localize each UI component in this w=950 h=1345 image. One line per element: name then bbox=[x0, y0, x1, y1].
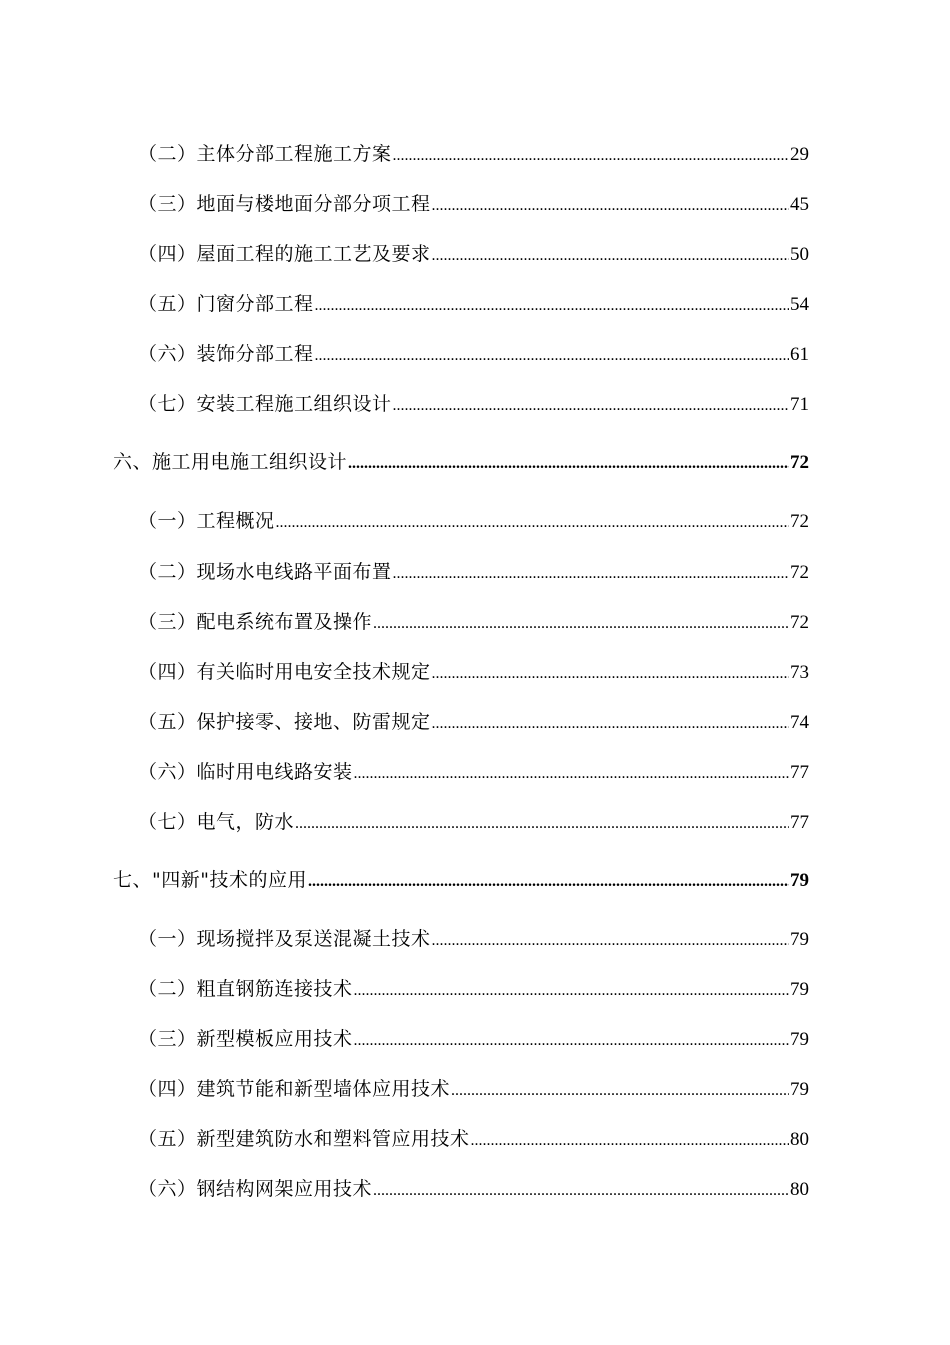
toc-entry-title: （五）保护接零、接地、防雷规定 bbox=[138, 711, 431, 733]
toc-entry-title: 六、施工用电施工组织设计 bbox=[113, 451, 348, 473]
toc-page-number: 77 bbox=[790, 762, 809, 783]
toc-dot-leader bbox=[308, 867, 789, 897]
toc-entry[interactable] bbox=[138, 924, 809, 954]
toc-page-number: 72 bbox=[790, 612, 809, 633]
toc-page-number: 71 bbox=[790, 394, 809, 415]
toc-page-number: 73 bbox=[790, 662, 809, 683]
toc-dot-leader bbox=[373, 609, 789, 639]
toc-page-number: 45 bbox=[790, 194, 809, 215]
toc-page-number: 72 bbox=[790, 562, 809, 583]
toc-entry[interactable] bbox=[138, 974, 809, 1004]
toc-entry[interactable] bbox=[138, 1174, 809, 1204]
toc-page-number: 54 bbox=[790, 294, 809, 315]
toc-dot-leader bbox=[393, 391, 789, 421]
toc-entry-title: （七）安装工程施工组织设计 bbox=[138, 393, 392, 415]
toc-entry-title: （四）建筑节能和新型墙体应用技术 bbox=[138, 1078, 451, 1100]
toc-dot-leader bbox=[451, 1076, 789, 1106]
toc-dot-leader bbox=[354, 976, 789, 1006]
toc-dot-leader bbox=[432, 241, 789, 271]
toc-entry-title: （二）主体分部工程施工方案 bbox=[138, 143, 392, 165]
toc-entry-title: （四）有关临时用电安全技术规定 bbox=[138, 661, 431, 683]
toc-page-number: 79 bbox=[790, 979, 809, 1000]
toc-page-number: 50 bbox=[790, 244, 809, 265]
toc-dot-leader bbox=[432, 709, 789, 739]
toc-entry[interactable] bbox=[138, 189, 809, 219]
toc-entry-title: （四）屋面工程的施工工艺及要求 bbox=[138, 243, 431, 265]
toc-entry-title: （五）新型建筑防水和塑料管应用技术 bbox=[138, 1128, 470, 1150]
toc-entry[interactable] bbox=[138, 1024, 809, 1054]
toc-entry[interactable] bbox=[138, 1124, 809, 1154]
toc-entry-title: （七）电气，防水 bbox=[138, 811, 295, 833]
toc-entry[interactable] bbox=[138, 1074, 809, 1104]
toc-dot-leader bbox=[348, 449, 789, 479]
toc-entry[interactable] bbox=[138, 239, 809, 269]
toc-page-number: 29 bbox=[790, 144, 809, 165]
toc-dot-leader bbox=[276, 508, 789, 538]
toc-page-number: 80 bbox=[790, 1179, 809, 1200]
toc-page-number: 72 bbox=[790, 511, 809, 532]
toc-entry-title: （六）装饰分部工程 bbox=[138, 343, 314, 365]
toc-entry[interactable] bbox=[138, 807, 809, 837]
toc-page-number: 79 bbox=[790, 929, 809, 950]
toc-entry[interactable] bbox=[138, 289, 809, 319]
toc-entry-title: （六）临时用电线路安装 bbox=[138, 761, 353, 783]
toc-entry[interactable] bbox=[138, 506, 809, 536]
toc-page-number: 74 bbox=[790, 712, 809, 733]
toc-page-number: 61 bbox=[790, 344, 809, 365]
toc-entry[interactable] bbox=[138, 707, 809, 737]
toc-entry-title: （二）粗直钢筋连接技术 bbox=[138, 978, 353, 1000]
toc-dot-leader bbox=[432, 659, 789, 689]
toc-page-number: 79 bbox=[790, 1029, 809, 1050]
toc-dot-leader bbox=[432, 191, 789, 221]
toc-page-number: 80 bbox=[790, 1129, 809, 1150]
toc-dot-leader bbox=[471, 1126, 789, 1156]
toc-entry[interactable] bbox=[138, 557, 809, 587]
toc-dot-leader bbox=[432, 926, 789, 956]
toc-dot-leader bbox=[354, 1026, 789, 1056]
toc-dot-leader bbox=[354, 759, 789, 789]
toc-entry-title: （一）现场搅拌及泵送混凝土技术 bbox=[138, 928, 431, 950]
toc-entry[interactable] bbox=[138, 757, 809, 787]
toc-section-entry[interactable] bbox=[113, 865, 809, 895]
toc-page-number: 79 bbox=[790, 1079, 809, 1100]
toc-dot-leader bbox=[315, 291, 789, 321]
toc-page-number: 77 bbox=[790, 812, 809, 833]
toc-entry-title: （六）钢结构网架应用技术 bbox=[138, 1178, 373, 1200]
toc-dot-leader bbox=[373, 1176, 789, 1206]
toc-entry[interactable] bbox=[138, 607, 809, 637]
toc-entry[interactable] bbox=[138, 339, 809, 369]
toc-entry[interactable] bbox=[138, 657, 809, 687]
toc-dot-leader bbox=[295, 809, 789, 839]
toc-entry[interactable] bbox=[138, 389, 809, 419]
toc-dot-leader bbox=[393, 141, 789, 171]
toc-dot-leader bbox=[315, 341, 789, 371]
toc-entry-title: （三）配电系统布置及操作 bbox=[138, 611, 373, 633]
toc-page-number: 72 bbox=[790, 452, 809, 473]
toc-entry-title: （五）门窗分部工程 bbox=[138, 293, 314, 315]
toc-entry-title: （三）地面与楼地面分部分项工程 bbox=[138, 193, 431, 215]
toc-entry-title: （三）新型模板应用技术 bbox=[138, 1028, 353, 1050]
toc-page-number: 79 bbox=[790, 870, 809, 891]
toc-entry[interactable] bbox=[138, 139, 809, 169]
toc-dot-leader bbox=[393, 559, 789, 589]
toc-section-entry[interactable] bbox=[113, 447, 809, 477]
toc-entry-title: （一）工程概况 bbox=[138, 510, 275, 532]
toc-entry-title: 七、"四新"技术的应用 bbox=[113, 869, 307, 891]
toc-entry-title: （二）现场水电线路平面布置 bbox=[138, 561, 392, 583]
